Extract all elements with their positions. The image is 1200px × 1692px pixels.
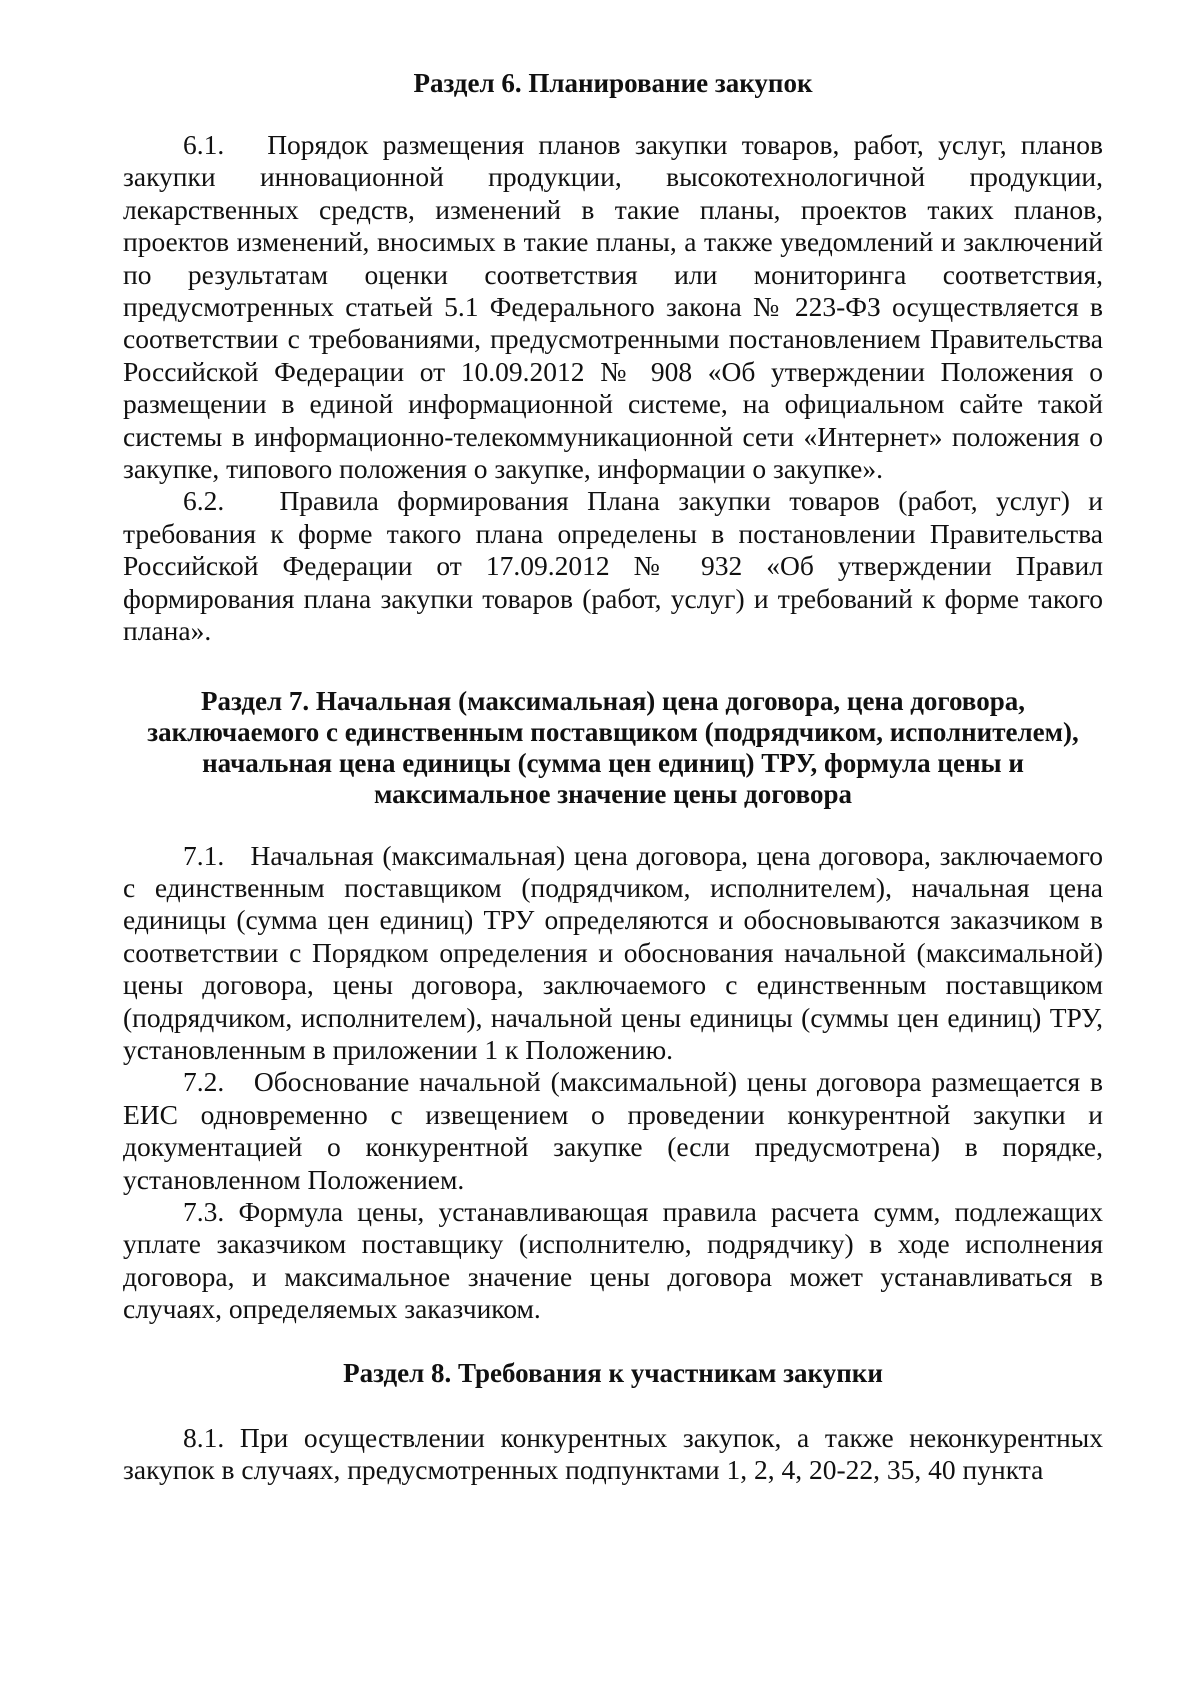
paragraph-7-3 (123, 1196, 1103, 1326)
paragraph-8-1 (123, 1422, 1103, 1487)
heading-line: заключаемого с единственным поставщиком (подрядчиком, исполнителем), (147, 716, 1079, 747)
paragraph-text: Формула цены, устанавливающая правила расчета сумм, подлежащих уплате заказчиком поставщику (исполнителю, подрядчику) в ходе исполнения договора, и максимальное значение цены договора может устанавливаться в случаях, определяемых заказчиком. (123, 1195, 1103, 1325)
paragraph-number: 6.2. (183, 485, 225, 517)
paragraph-number: 7.3. (183, 1195, 225, 1227)
paragraph-number: 6.1. (183, 129, 225, 160)
paragraph-6-1 (123, 129, 1103, 485)
paragraph-6-2 (123, 485, 1103, 647)
paragraph-number: 7.1. (183, 839, 225, 871)
section-8-heading: Раздел 8. Требования к участникам закупки (343, 1357, 883, 1388)
paragraph-7-1 (123, 840, 1103, 1067)
heading-line: начальная цена единицы (сумма цен единиц) ТРУ, формула цены и (202, 747, 1024, 778)
heading-line: Раздел 7. Начальная (максимальная) цена договора, цена договора, (201, 685, 1025, 716)
paragraph-text: Обоснование начальной (максимальной) цены договора размещается в ЕИС одновременно с извещением о проведении конкурентной закупки и документацией о конкурентной закупке (если предусмотрена) в порядке, установленном Положением. (123, 1066, 1103, 1195)
paragraph-text: Правила формирования Плана закупки товаров (работ, услуг) и требования к форме такого плана определены в постановлении Правительства Российской Федерации от 17.09.2012 № 932 «Об утверждении Правил формирования плана закупки товаров (работ, услуг) и требований к форме такого плана». (123, 485, 1103, 647)
paragraph-text: При осуществлении конкурентных закупок, а также неконкурентных закупок в случаях, предусмотренных подпунктами 1, 2, 4, 20-22, 35, 40 пункта (123, 1421, 1103, 1485)
paragraph-number: 7.2. (183, 1066, 225, 1098)
section-6-heading: Раздел 6. Планирование закупок (413, 68, 813, 98)
document-content (123, 68, 1103, 1486)
paragraph-7-2 (123, 1066, 1103, 1196)
section-7-heading (123, 686, 1103, 810)
paragraph-text: Начальная (максимальная) цена договора, цена договора, заключаемого с единственным поставщиком (подрядчиком, исполнителем), начальная цена единицы (сумма цен единиц) ТРУ определяются и обосновываются заказчиком в соответствии с Порядком определения и обоснования начальной (максимальной) цены договора, цены договора, заключаемого с единственным поставщиком (подрядчиком, исполнителем), начальной цены единицы (суммы цен единиц) ТРУ, установленным в приложении 1 к Положению. (123, 839, 1104, 1065)
paragraph-number: 8.1. (183, 1421, 225, 1453)
heading-line: максимальное значение цены договора (373, 778, 853, 809)
paragraph-text: Порядок размещения планов закупки товаров, работ, услуг, планов закупки инновационной продукции, высокотехнологичной продукции, лекарственных средств, изменений в такие планы, проектов таких планов, проектов изменений, вносимых в такие планы, а также уведомлений и заключений по результатам оценки соответствия или мониторинга соответствия, предусмотренных статьей 5.1 Федерального закона № 223-ФЗ осуществляется в соответствии с требованиями, предусмотренными постановлением Правительства Российской Федерации от 10.09.2012 № 908 «Об утверждении Положения о размещении в единой информационной системе, на официальном сайте такой системы в информационно-телекоммуникационной сети «Интернет» положения о закупке, типового положения о закупке, информации о закупке». (123, 129, 1103, 485)
